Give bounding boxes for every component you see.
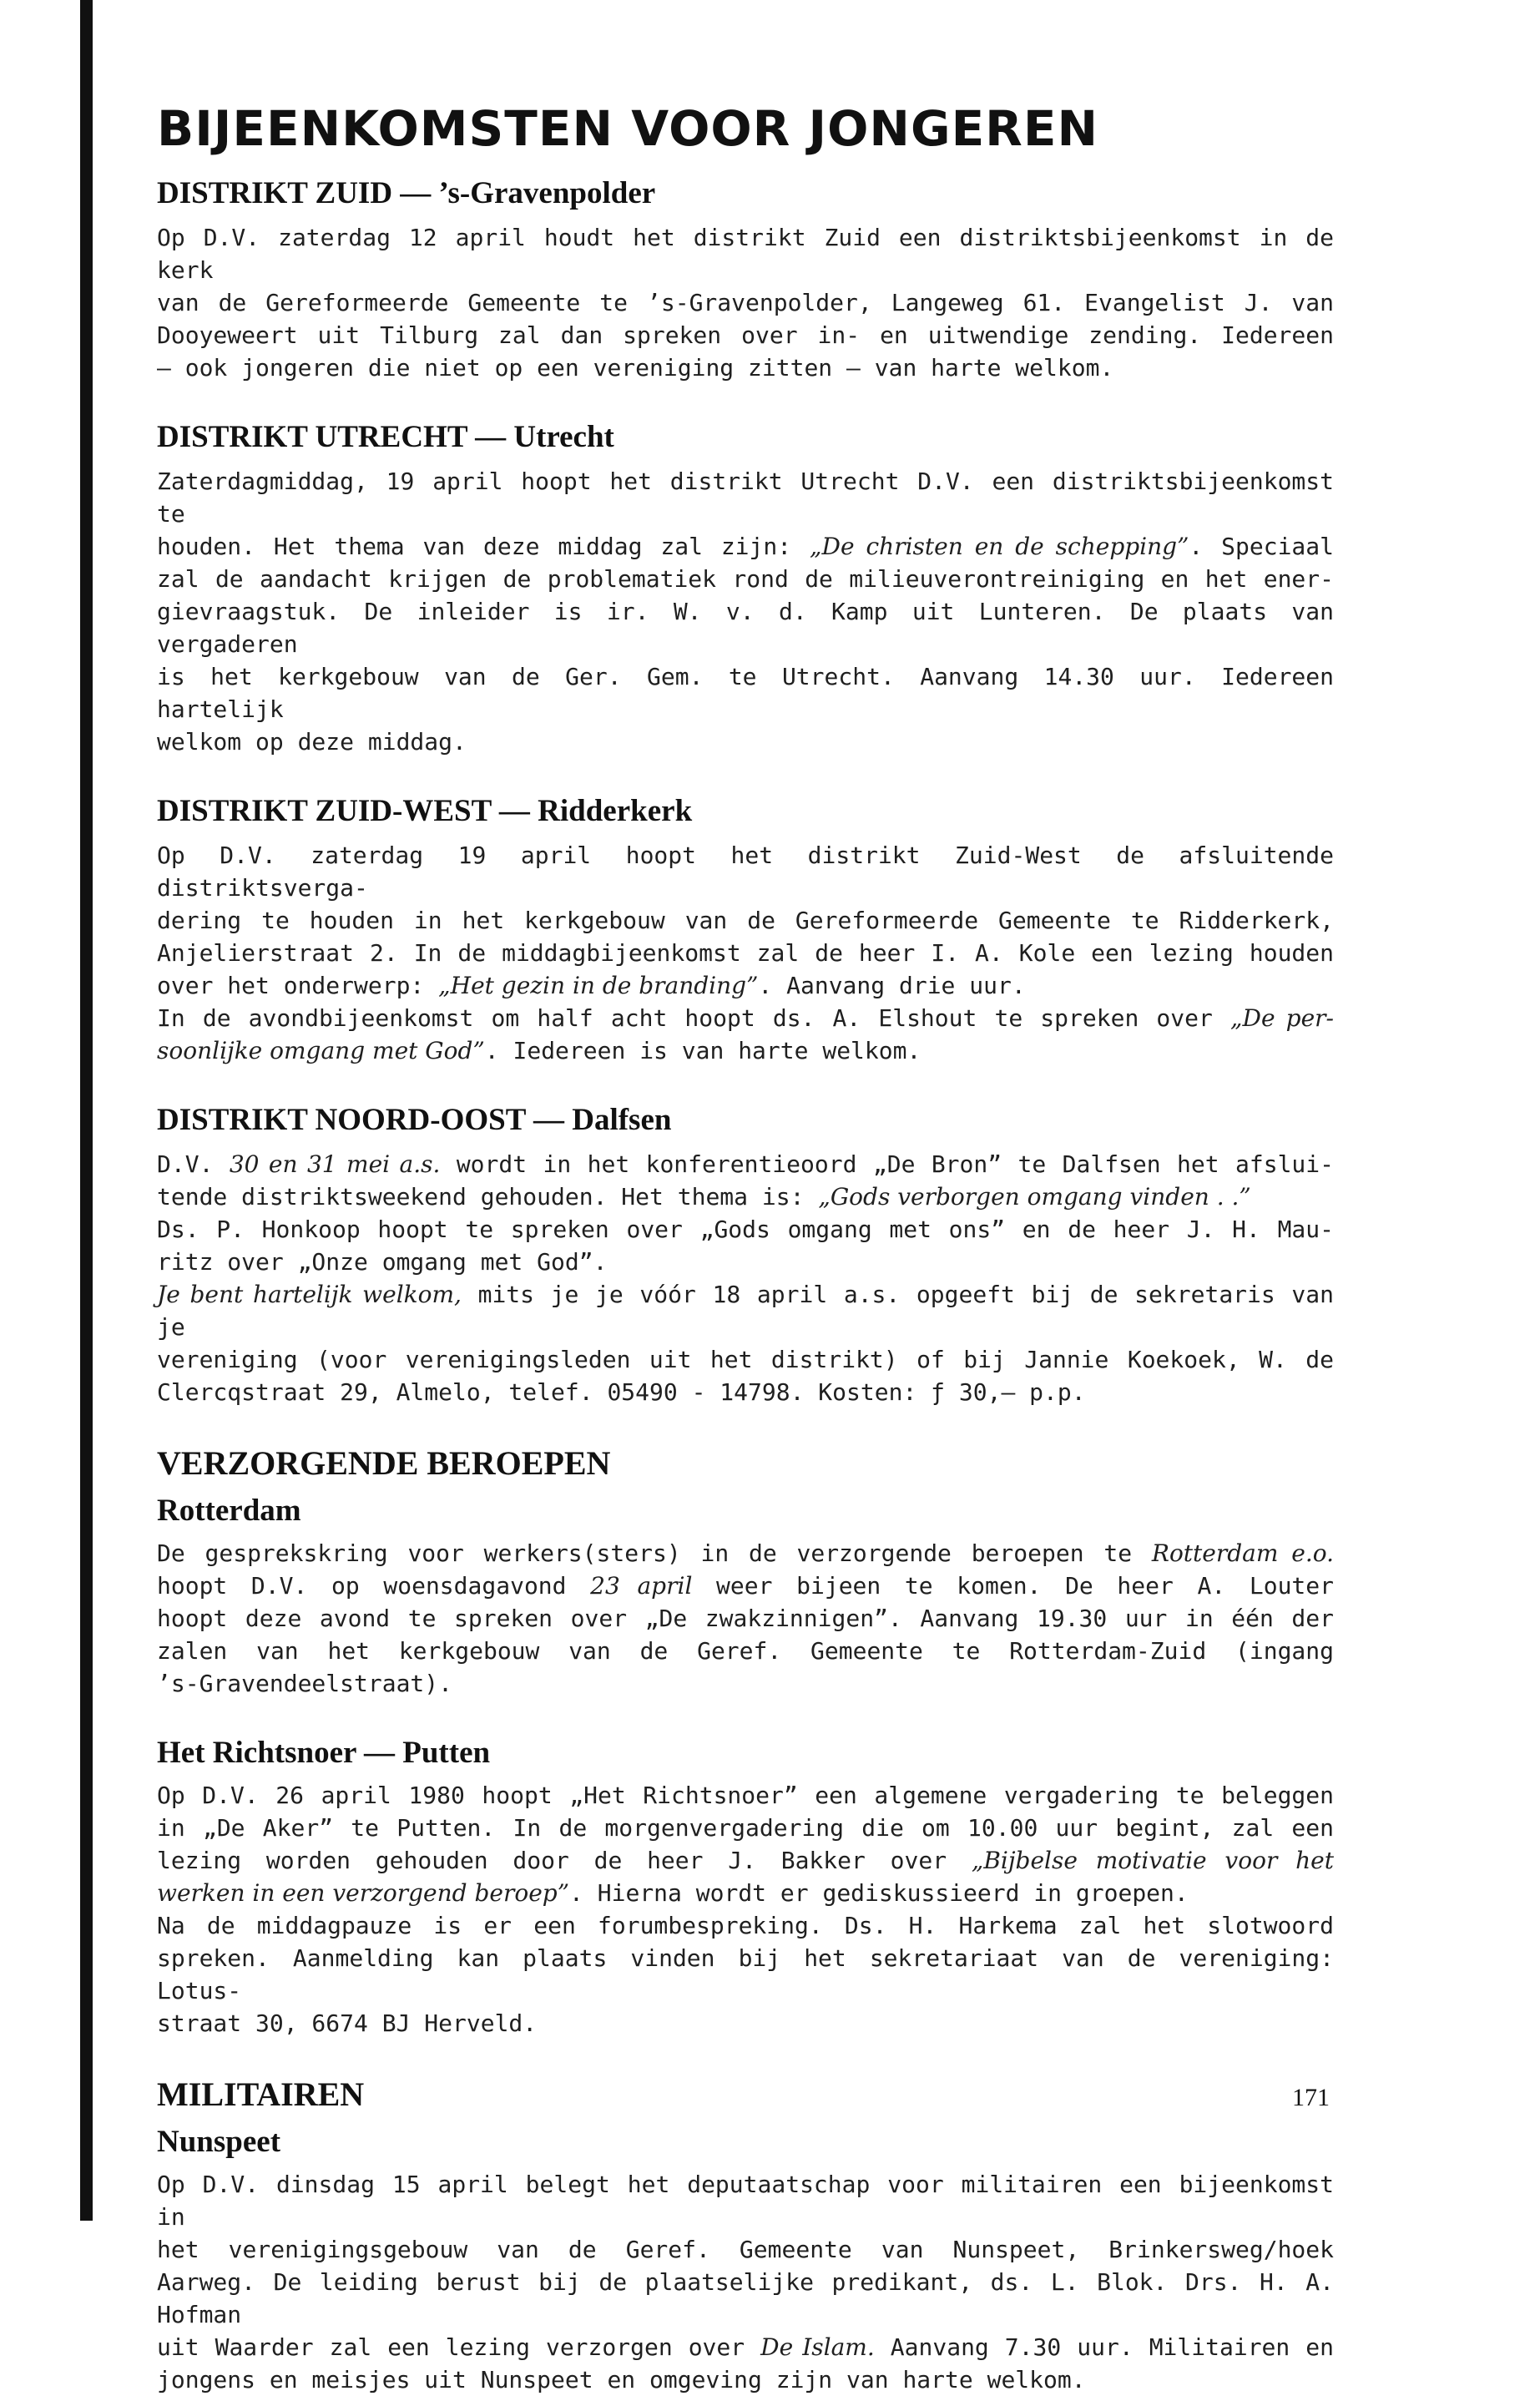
text-run: houden. Het thema van deze middag zal zijn:: [157, 533, 810, 560]
paragraph: [157, 2168, 1334, 2396]
paragraph: [157, 465, 1334, 758]
text-line: ’s-Gravendeelstraat).: [157, 1670, 453, 1697]
text-run: De gesprekskring voor werkers(sters) in de verzorgende beroepen te: [157, 1539, 1152, 1567]
text-line: [157, 1877, 1334, 1909]
section-verzorgende-beroepen: [157, 1443, 1334, 2040]
text-line: Op D.V. zaterdag 19 april hoopt het distrikt Zuid-West de afsluitende distriktsverga-: [157, 842, 1334, 902]
text-run: . Speciaal: [1189, 533, 1334, 560]
text-line: hoopt deze avond te spreken over „De zwakzinnigen”. Aanvang 19.30 uur in één der: [157, 1605, 1334, 1632]
section-distrikt-zuid: [157, 175, 1334, 384]
welcome-text: Je bent hartelijk welkom,: [157, 1281, 462, 1308]
page-number: 171: [1292, 2084, 1330, 2111]
section-militairen: [157, 2075, 1334, 2396]
text-run: . Aanvang drie uur.: [758, 972, 1026, 999]
section-heading: DISTRIKT ZUID-WEST — Ridderkerk: [157, 794, 693, 828]
text-line: ritz over „Onze omgang met God”.: [157, 1248, 608, 1276]
text-line: is het kerkgebouw van de Ger. Gem. te Utrecht. Aanvang 14.30 uur. Iedereen hartelijk: [157, 663, 1334, 723]
section-heading: DISTRIKT UTRECHT — Utrecht: [157, 420, 614, 454]
section-heading: DISTRIKT ZUID — ’s-Gravenpolder: [157, 176, 656, 210]
text-run: . Iedereen is van harte welkom.: [484, 1037, 921, 1064]
binding-edge: [80, 0, 93, 2221]
text-run: wordt in het konferentieoord „De Bron” te Dalfsen het afslui-: [440, 1150, 1334, 1178]
text-line: Op D.V. zaterdag 12 april houdt het distrikt Zuid een distriktsbijeenkomst in de kerk: [157, 224, 1334, 284]
text-line: Op D.V. dinsdag 15 april belegt het deputaatschap voor militairen een bijeenkomst in: [157, 2171, 1334, 2231]
text-line: in „De Aker” te Putten. In de morgenvergadering die om 10.00 uur begint, zal een: [157, 1814, 1334, 1842]
text-line: Na de middagpauze is er een forumbespreking. Ds. H. Harkema zal het slotwoord: [157, 1912, 1334, 1939]
section-distrikt-zuid-west: [157, 793, 1334, 1067]
text-line: Anjelierstraat 2. In de middagbijeenkomst zal de heer I. A. Kole een lezing houden: [157, 939, 1334, 967]
text-line: [157, 1570, 1334, 1602]
text-run: lezing worden gehouden door de heer J. Bakker over: [157, 1847, 972, 1874]
text-line: jongens en meisjes uit Nunspeet en omgeving zijn van harte welkom.: [157, 2366, 1086, 2393]
text-line: het verenigingsgebouw van de Geref. Gemeente van Nunspeet, Brinkersweg/hoek: [157, 2236, 1334, 2263]
theme-title: „De christen en de schepping”: [810, 533, 1189, 560]
text-line: van de Gereformeerde Gemeente te ’s-Gravenpolder, Langeweg 61. Evangelist J. van: [157, 289, 1334, 316]
text-run: uit Waarder zal een lezing verzorgen over: [157, 2333, 761, 2361]
text-run: In de avondbijeenkomst om half acht hoopt ds. A. Elshout te spreken over: [157, 1004, 1230, 1032]
lecture-title: De Islam.: [760, 2333, 875, 2361]
text-run: tende distriktsweekend gehouden. Het thema is:: [157, 1183, 819, 1211]
text-line: [157, 1002, 1334, 1034]
subsection-heading: Het Richtsnoer — Putten: [157, 1736, 491, 1770]
text-run: D.V.: [157, 1150, 230, 1178]
lecture-title: soonlijke omgang met God”: [157, 1037, 485, 1064]
main-title: BIJEENKOMSTEN VOOR JONGEREN: [157, 100, 1099, 157]
text-line: zal de aandacht krijgen de problematiek rond de milieuverontreiniging en het ener-: [157, 565, 1334, 593]
paragraph: [157, 839, 1334, 1067]
text-line: [157, 530, 1334, 563]
text-run: . Hierna wordt er gediskussieerd in groepen.: [569, 1879, 1189, 1907]
paragraph: [157, 1537, 1334, 1700]
lecture-title: „Het gezin in de branding”: [438, 972, 759, 999]
text-line: gievraagstuk. De inleider is ir. W. v. d. Kamp uit Lunteren. De plaats van vergaderen: [157, 598, 1334, 658]
text-line: welkom op deze middag.: [157, 728, 467, 756]
category-heading: VERZORGENDE BEROEPEN: [157, 1444, 611, 1482]
document-page: [157, 100, 1334, 2396]
text-line: [157, 1148, 1334, 1180]
text-line: Zaterdagmiddag, 19 april hoopt het distrikt Utrecht D.V. een distriktsbijeenkomst te: [157, 468, 1334, 528]
lecture-title: „De per-: [1229, 1004, 1335, 1032]
text-line: Aarweg. De leiding berust bij de plaatselijke predikant, ds. L. Blok. Drs. H. A. Hofman: [157, 2268, 1334, 2328]
text-run: mits je je vóór 18 april a.s. opgeeft bij de sekretaris van je: [157, 1281, 1334, 1341]
section-heading: DISTRIKT NOORD-OOST — Dalfsen: [157, 1103, 672, 1137]
text-run: hoopt D.V. op woensdagavond: [157, 1572, 591, 1600]
text-line: [157, 969, 1334, 1002]
text-line: [157, 1180, 1334, 1213]
text-line: [157, 1844, 1334, 1877]
lecture-title: „Bijbelse motivatie voor het: [971, 1847, 1334, 1874]
text-line: Op D.V. 26 april 1980 hoopt „Het Richtsnoer” een algemene vergadering te beleggen: [157, 1782, 1334, 1809]
text-line: [157, 2331, 1334, 2363]
text-line: zalen van het kerkgebouw van de Geref. Gemeente te Rotterdam-Zuid (ingang: [157, 1637, 1334, 1665]
text-line: [157, 1034, 1334, 1067]
paragraph: [157, 221, 1334, 384]
text-line: dering te houden in het kerkgebouw van de Gereformeerde Gemeente te Ridderkerk,: [157, 907, 1334, 934]
category-heading: MILITAIREN: [157, 2075, 365, 2113]
text-line: [157, 1278, 1334, 1343]
text-run: weer bijeen te komen. De heer A. Louter: [692, 1572, 1335, 1600]
subsection-heading: Rotterdam: [157, 1494, 301, 1528]
event-dates: 30 en 31 mei a.s.: [229, 1150, 441, 1178]
text-line: Clercqstraat 29, Almelo, telef. 05490 - 14798. Kosten: ƒ 30,— p.p.: [157, 1378, 1086, 1406]
place-name: Rotterdam e.o.: [1151, 1539, 1334, 1567]
text-line: [157, 1537, 1334, 1570]
text-line: spreken. Aanmelding kan plaats vinden bij het sekretariaat van de vereniging: Lotus-: [157, 1944, 1334, 2004]
event-date: 23 april: [590, 1572, 693, 1600]
text-line: Dooyeweert uit Tilburg zal dan spreken over in- en uitwendige zending. Iedereen: [157, 321, 1334, 349]
subsection-heading: Nunspeet: [157, 2125, 281, 2159]
text-line: vereniging (voor verenigingsleden uit het distrikt) of bij Jannie Koekoek, W. de: [157, 1346, 1334, 1373]
text-line: straat 30, 6674 BJ Herveld.: [157, 2009, 538, 2037]
text-line: Ds. P. Honkoop hoopt te spreken over „Gods omgang met ons” en de heer J. H. Mau-: [157, 1216, 1334, 1243]
text-run: over het onderwerp:: [157, 972, 439, 999]
theme-title: „Gods verborgen omgang vinden . .”: [818, 1183, 1251, 1211]
text-run: Aanvang 7.30 uur. Militairen en: [874, 2333, 1335, 2361]
lecture-title: werken in een verzorgend beroep”: [157, 1879, 570, 1907]
section-distrikt-noord-oost: [157, 1102, 1334, 1408]
paragraph: [157, 1148, 1334, 1408]
paragraph: [157, 1779, 1334, 2040]
section-distrikt-utrecht: [157, 419, 1334, 758]
text-line: — ook jongeren die niet op een vereniging zitten — van harte welkom.: [157, 354, 1114, 382]
